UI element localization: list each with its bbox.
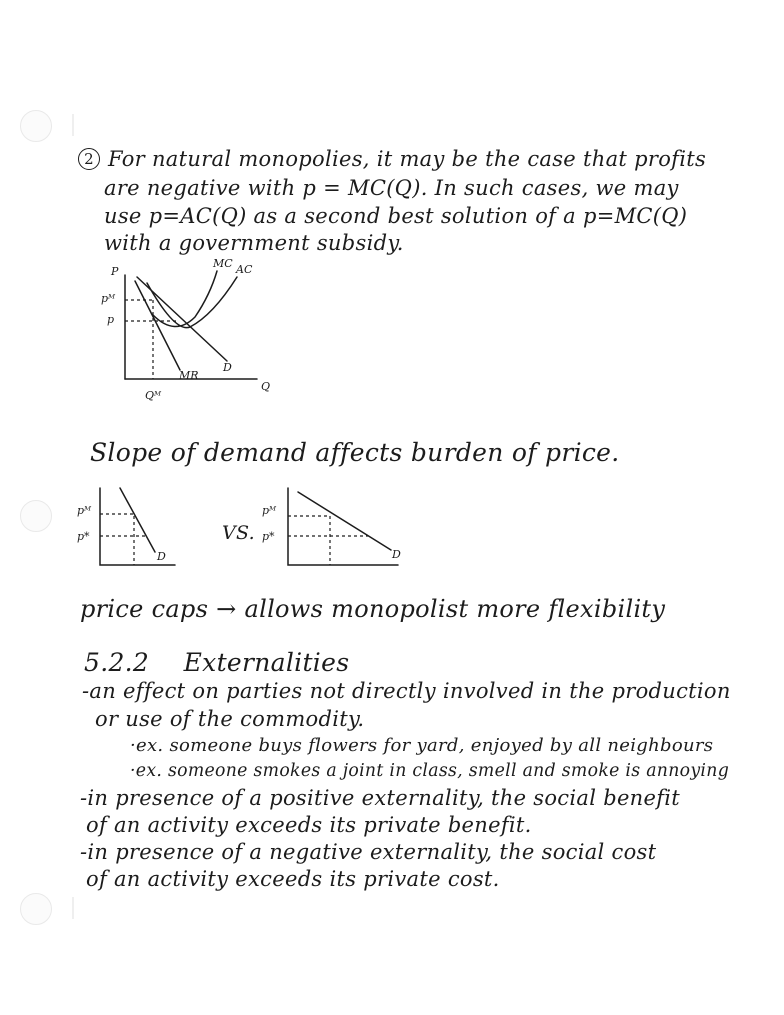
demand-curve-steep: [120, 488, 155, 552]
item2-line-1: [78, 148, 706, 170]
negative-line-2: of an activity exceeds its private cost.: [86, 867, 500, 891]
item2-line-3: use p=AC(Q) as a second best solution of a p=MC(Q): [104, 204, 688, 228]
label-d-left: D: [157, 550, 166, 563]
punch-hole-bottom: [20, 893, 52, 925]
label-pm: pᴹ: [101, 292, 116, 305]
flat-demand-diagram: [258, 480, 418, 580]
label-p-axis: P: [111, 265, 119, 278]
section-title: Externalities: [183, 648, 350, 677]
punch-hole-top: [20, 110, 52, 142]
label-ac: AC: [236, 263, 253, 276]
positive-line-2: of an activity exceeds its private benefit.: [86, 813, 532, 837]
positive-line-1: -in presence of a positive externality, the social benefit: [80, 786, 681, 810]
punch-hole-mark-bottom: [72, 897, 74, 919]
label-p: p: [107, 313, 115, 326]
item2-line-4: with a government subsidy.: [104, 231, 404, 255]
label-mr: MR: [179, 369, 199, 382]
punch-hole-mark-top: [72, 114, 74, 136]
example-2: ·ex. someone smokes a joint in class, smell and smoke is annoying: [130, 761, 730, 781]
label-pm-left: pᴹ: [77, 504, 92, 517]
item-number-circle: 2: [78, 148, 100, 170]
natural-monopoly-diagram: [95, 255, 295, 415]
label-qm: Qᴹ: [145, 389, 162, 402]
label-pstar-right: p*: [262, 530, 275, 543]
example-1: ·ex. someone buys flowers for yard, enjoyed by all neighbours: [130, 735, 714, 756]
price-caps-note: price caps → allows monopolist more flexibility: [80, 595, 666, 623]
mc-curve: [153, 271, 217, 327]
demand-curve-flat: [298, 492, 391, 550]
section-number: 5.2.2: [84, 648, 150, 677]
item2-text-1: For natural monopolies, it may be the case that profits: [108, 147, 707, 171]
section-heading: [84, 650, 349, 675]
label-d: D: [223, 361, 232, 374]
steep-demand-diagram: [75, 480, 195, 580]
item2-line-2: are negative with p = MC(Q). In such cases, we may: [104, 176, 679, 200]
mr-curve: [135, 281, 180, 370]
vs-label: VS.: [222, 522, 255, 544]
label-mc: MC: [213, 257, 233, 270]
negative-line-1: -in presence of a negative externality, the social cost: [80, 840, 657, 864]
label-d-right: D: [392, 548, 401, 561]
slope-note: Slope of demand affects burden of price.: [90, 438, 620, 467]
definition-line-1: -an effect on parties not directly involved in the production: [82, 679, 731, 703]
label-q-axis: Q: [261, 380, 271, 393]
label-pm-right: pᴹ: [262, 504, 277, 517]
punch-hole-middle: [20, 500, 52, 532]
definition-line-2: or use of the commodity.: [95, 707, 365, 731]
label-pstar-left: p*: [77, 530, 90, 543]
